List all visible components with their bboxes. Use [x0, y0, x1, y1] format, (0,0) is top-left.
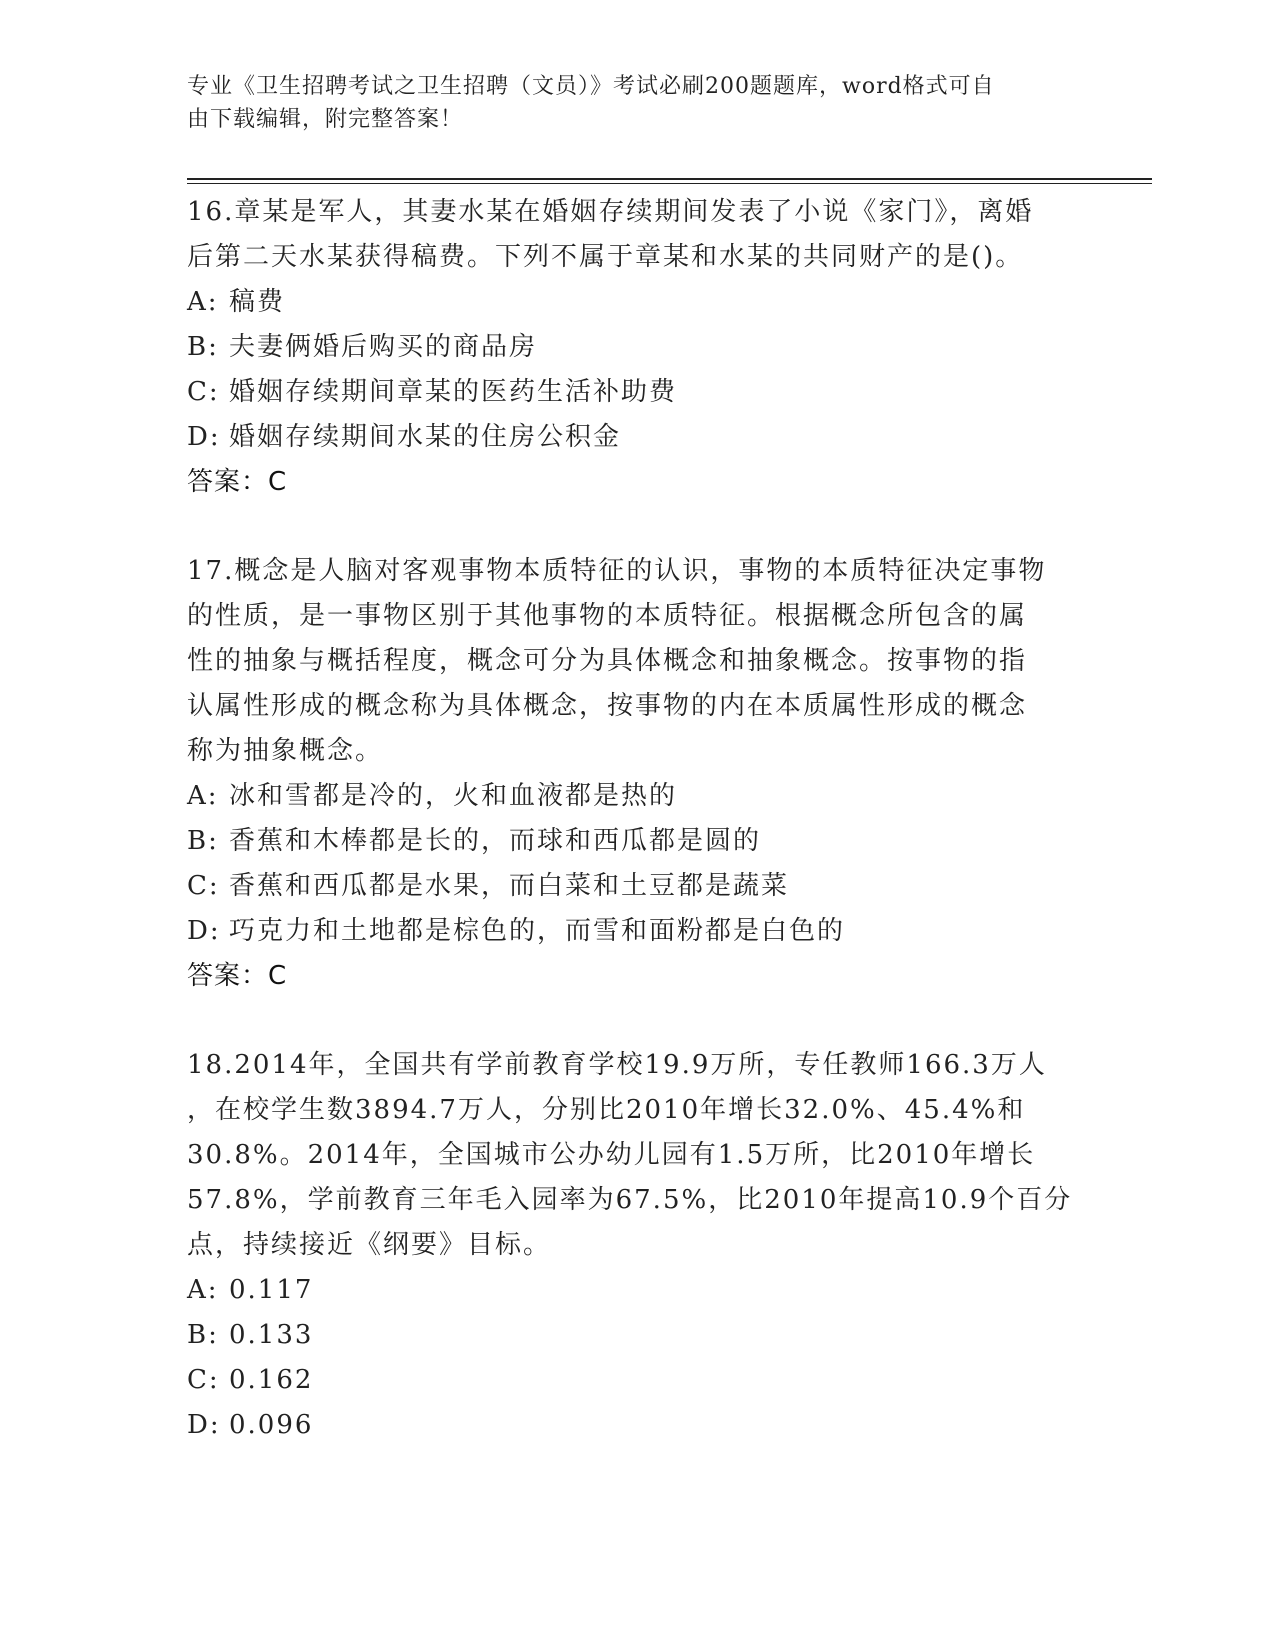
option-c — [187, 1358, 1087, 1403]
question-line: 57.8%，学前教育三年毛入园率为67.5%，比2010年提高10.9个百分 — [187, 1185, 1073, 1215]
option-c — [187, 864, 1087, 909]
option-d — [187, 909, 1087, 954]
option-text: 0.096 — [229, 1410, 314, 1440]
option-text: 香蕉和木棒都是长的，而球和西瓜都是圆的 — [229, 826, 762, 856]
option-text: 夫妻俩婚后购买的商品房 — [229, 332, 538, 362]
option-a — [187, 280, 1087, 325]
header-divider — [187, 178, 1152, 180]
question-line: 30.8%。2014年，全国城市公办幼儿园有1.5万所，比2010年增长 — [187, 1140, 1036, 1170]
question-line: 的性质，是一事物区别于其他事物的本质特征。根据概念所包含的属 — [187, 601, 1028, 631]
question-line: 认属性形成的概念称为具体概念，按事物的内在本质属性形成的概念 — [187, 691, 1028, 721]
option-b — [187, 1313, 1087, 1358]
option-b — [187, 325, 1087, 370]
question-18 — [187, 1043, 1087, 1448]
question-line: 16.章某是军人，其妻水某在婚姻存续期间发表了小说《家门》，离婚 — [187, 197, 1034, 227]
option-label: B: — [187, 1320, 219, 1350]
option-text: 巧克力和土地都是棕色的，而雪和面粉都是白色的 — [229, 916, 846, 946]
question-17 — [187, 549, 1087, 999]
option-label: C: — [187, 377, 220, 407]
option-text: 0.162 — [229, 1365, 314, 1395]
option-label: D: — [187, 916, 221, 946]
question-line: 17.概念是人脑对客观事物本质特征的认识，事物的本质特征决定事物 — [187, 556, 1047, 586]
option-a — [187, 774, 1087, 819]
option-text: 0.133 — [229, 1320, 314, 1350]
option-text: 婚姻存续期间章某的医药生活补助费 — [229, 377, 678, 407]
document-header — [187, 70, 1067, 136]
option-text: 稿费 — [229, 287, 286, 317]
option-label: D: — [187, 422, 221, 452]
question-text — [187, 549, 1087, 774]
option-d — [187, 415, 1087, 460]
option-b — [187, 819, 1087, 864]
option-a — [187, 1268, 1087, 1313]
question-line: 称为抽象概念。 — [187, 736, 384, 766]
option-c — [187, 370, 1087, 415]
question-line: 点，持续接近《纲要》目标。 — [187, 1230, 552, 1260]
question-text — [187, 1043, 1087, 1268]
question-16 — [187, 190, 1087, 505]
option-label: C: — [187, 871, 220, 901]
question-line: ，在校学生数3894.7万人，分别比2010年增长32.0%、45.4%和 — [187, 1095, 1026, 1125]
option-label: B: — [187, 332, 219, 362]
header-line: 专业《卫生招聘考试之卫生招聘（文员）》考试必刷200题题库，word格式可自 — [187, 74, 995, 99]
option-label: B: — [187, 826, 219, 856]
question-line: 18.2014年，全国共有学前教育学校19.9万所，专任教师166.3万人 — [187, 1050, 1047, 1080]
option-text: 0.117 — [229, 1275, 314, 1305]
option-label: A: — [187, 781, 219, 811]
question-text — [187, 190, 1087, 280]
option-label: A: — [187, 287, 219, 317]
option-text: 香蕉和西瓜都是水果，而白菜和土豆都是蔬菜 — [229, 871, 790, 901]
header-divider-thin — [187, 183, 1152, 184]
header-line: 由下载编辑，附完整答案！ — [187, 107, 464, 132]
option-label: D: — [187, 1410, 221, 1440]
question-line: 后第二天水某获得稿费。下列不属于章某和水某的共同财产的是()。 — [187, 242, 1024, 272]
question-list — [187, 190, 1087, 1492]
option-text: 冰和雪都是冷的，火和血液都是热的 — [229, 781, 678, 811]
option-label: C: — [187, 1365, 220, 1395]
question-line: 性的抽象与概括程度，概念可分为具体概念和抽象概念。按事物的指 — [187, 646, 1028, 676]
answer: 答案：C — [187, 961, 288, 991]
option-d — [187, 1403, 1087, 1448]
answer: 答案：C — [187, 467, 288, 497]
option-label: A: — [187, 1275, 219, 1305]
option-text: 婚姻存续期间水某的住房公积金 — [229, 422, 622, 452]
